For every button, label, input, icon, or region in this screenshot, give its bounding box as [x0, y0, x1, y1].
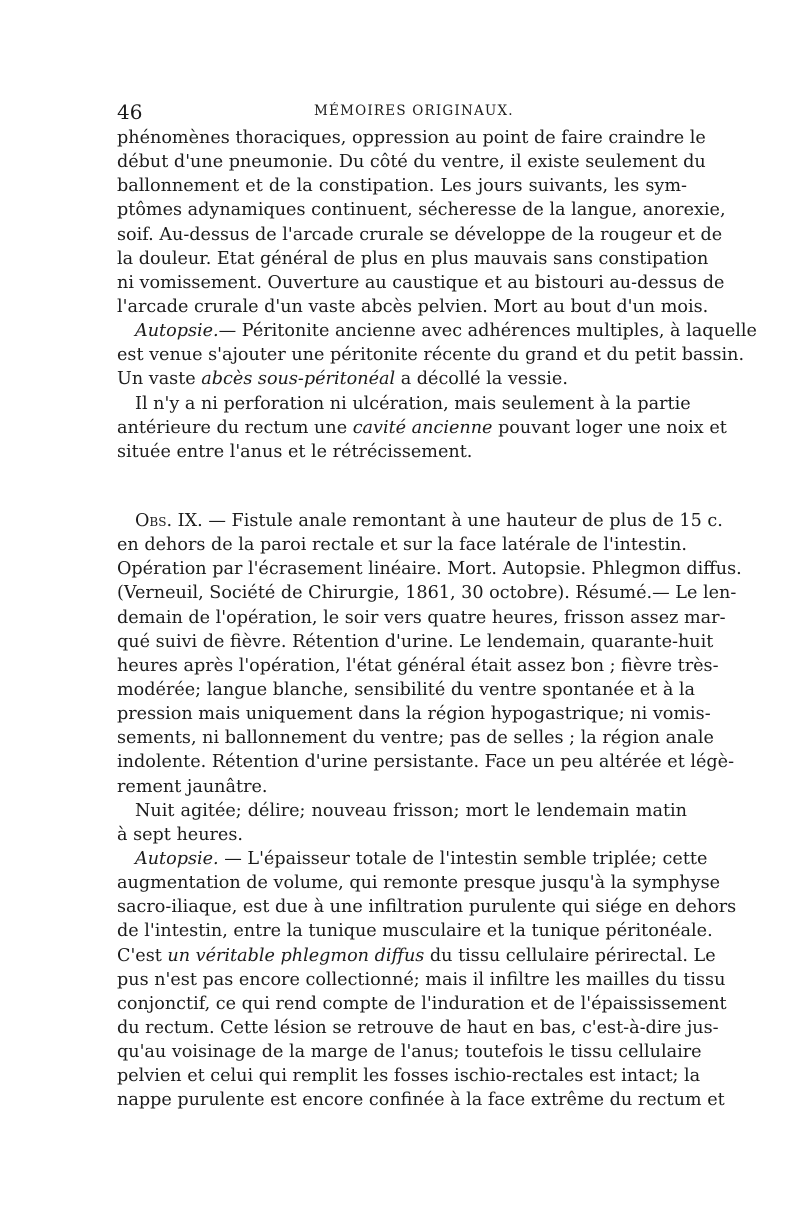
text-line: ni vomissement. Ouverture au caustique et au bistouri au-dessus de: [117, 272, 725, 293]
page-header: [117, 100, 687, 124]
text-line: située entre l'anus et le rétrécissement.: [117, 441, 473, 462]
text-line: ballonnement et de la constipation. Les jours suivants, les sym-: [117, 176, 687, 197]
page-number: 46: [117, 100, 143, 124]
text-line: début d'une pneumonie. Du côté du ventre, il existe seulement du: [117, 152, 706, 173]
text-line: de l'intestin, entre la tunique musculaire et la tunique péritonéale.: [117, 921, 713, 942]
text-line: antérieure du rectum une cavité ancienne pouvant loger une noix et: [117, 417, 727, 438]
text-line: C'est un véritable phlegmon diffus du tissu cellulaire périrectal. Le: [117, 945, 716, 966]
autopsy-paragraph-first-line: Autopsie.— Péritonite ancienne avec adhérences multiples, à laquelle: [135, 321, 757, 342]
italic-term: un véritable phlegmon diffus: [167, 945, 425, 966]
text-line: pus n'est pas encore collectionné; mais il infiltre les mailles du tissu: [117, 969, 726, 990]
text-line: à sept heures.: [117, 824, 243, 845]
observation-label: Obs.: [135, 510, 173, 531]
text-line: augmentation de volume, qui remonte presque jusqu'à la symphyse: [117, 873, 721, 894]
text-line: du rectum. Cette lésion se retrouve de haut en bas, c'est-à-dire jus-: [117, 1017, 719, 1038]
text-line: qué suivi de fièvre. Rétention d'urine. Le lendemain, quarante-huit: [117, 631, 714, 652]
text-line: sacro-iliaque, est due à une infiltration purulente qui siége en dehors: [117, 897, 737, 918]
text-line: (Verneuil, Société de Chirurgie, 1861, 30 octobre). Résumé.— Le len-: [117, 583, 737, 604]
text-line: indolente. Rétention d'urine persistante. Face un peu altérée et légè-: [117, 752, 735, 773]
text-line: Un vaste abcès sous-péritonéal a décollé la vessie.: [117, 369, 568, 390]
text-line: ptômes adynamiques continuent, sécheresse de la langue, anorexie,: [117, 200, 726, 221]
observation-heading-line: Obs. IX. — Fistule anale remontant à une hauteur de plus de 15 c.: [135, 510, 723, 531]
text-line: heures après l'opération, l'état général était assez bon ; fièvre très-: [117, 655, 719, 676]
italic-term: abcès sous-péritonéal: [201, 369, 396, 390]
text-line: nappe purulente est encore confinée à la face extrême du rectum et: [117, 1090, 725, 1111]
text-line: soif. Au-dessus de l'arcade crurale se développe de la rougeur et de: [117, 224, 723, 245]
italic-term: cavité ancienne: [352, 417, 493, 438]
text-line: rement jaunâtre.: [117, 776, 268, 797]
text-line: modérée; langue blanche, sensibilité du ventre spontanée et à la: [117, 679, 696, 700]
text-line: pression mais uniquement dans la région hypogastrique; ni vomis-: [117, 704, 711, 725]
text-line: qu'au voisinage de la marge de l'anus; toutefois le tissu cellulaire: [117, 1042, 702, 1063]
text-line: demain de l'opération, le soir vers quatre heures, frisson assez mar-: [117, 607, 726, 628]
text-line: la douleur. Etat général de plus en plus mauvais sans constipation: [117, 248, 709, 269]
running-title: MÉMOIRES ORIGINAUX.: [314, 103, 514, 119]
text-line: Nuit agitée; délire; nouveau frisson; mort le lendemain matin: [135, 800, 687, 821]
text-line: en dehors de la paroi rectale et sur la face latérale de l'intestin.: [117, 535, 687, 556]
autopsy-paragraph-first-line: Autopsie. — L'épaisseur totale de l'intestin semble triplée; cette: [135, 848, 708, 869]
text-line: sements, ni ballonnement du ventre; pas de selles ; la région anale: [117, 728, 714, 749]
text-line: l'arcade crurale d'un vaste abcès pelvien. Mort au bout d'un mois.: [117, 296, 709, 317]
text-line: Opération par l'écrasement linéaire. Mort. Autopsie. Phlegmon diffus.: [117, 559, 742, 580]
page-body: [117, 126, 757, 1112]
text-line: pelvien et celui qui remplit les fosses ischio-rectales est intact; la: [117, 1066, 701, 1087]
text-line: est venue s'ajouter une péritonite récente du grand et du petit bassin.: [117, 345, 745, 366]
text-line: conjonctif, ce qui rend compte de l'induration et de l'épaississement: [117, 993, 727, 1014]
autopsy-label: Autopsie.: [135, 321, 219, 342]
autopsy-label: Autopsie.: [135, 848, 219, 869]
text-line: Il n'y a ni perforation ni ulcération, mais seulement à la partie: [135, 393, 691, 414]
text-line: phénomènes thoraciques, oppression au point de faire craindre le: [117, 128, 706, 148]
